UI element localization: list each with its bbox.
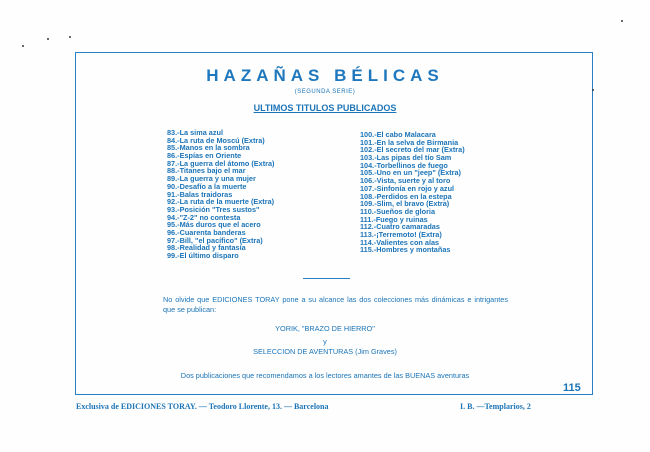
list-item: 101.-En la selva de Birmania [360, 137, 459, 147]
list-item: 84.-La ruta de Moscú (Extra) [167, 135, 265, 145]
list-item: 96.-Cuarenta banderas [167, 227, 246, 237]
list-item: 103.-Las pipas del tío Sam [360, 153, 452, 163]
print-speck [621, 20, 623, 22]
list-item: 99.-El último disparo [167, 251, 239, 260]
recommendation-line: Dos publicaciones que recomendamos a los lectores amantes de las BUENAS aventuras [180, 371, 470, 380]
footer-publisher: Exclusiva de EDICIONES TORAY. — Teodoro Llorente, 13. — Barcelona [76, 402, 329, 411]
list-item: 111.-Fuego y ruinas [360, 214, 428, 224]
collection-seleccion: SELECCION DE AVENTURAS (Jim Graves) [253, 347, 397, 356]
list-item: 97.-Bill, "el pacífico" (Extra) [167, 235, 263, 245]
list-item: 87.-La guerra del átomo (Extra) [167, 158, 275, 168]
list-item: 108.-Perdidos en la estepa [360, 191, 452, 201]
divider-rule [303, 278, 350, 279]
list-item: 94.-"Z-2" no contesta [167, 212, 241, 222]
list-item: 98.-Realidad y fantasía [167, 243, 246, 253]
list-item: 88.-Titanes bajo el mar [167, 166, 246, 176]
list-item: 83.-La sima azul [167, 128, 223, 137]
titles-list-left [167, 129, 274, 260]
collection-yorik: YORIK, "BRAZO DE HIERRO" [275, 324, 375, 333]
list-item: 93.-Posición "Tres sustos" [167, 204, 260, 214]
titles-list-right [360, 131, 465, 254]
page-number: 115 [563, 382, 581, 394]
series-title: HAZAÑAS BÉLICAS [206, 66, 444, 85]
footer-printer: I. B. —Templarios, 2 [460, 402, 531, 411]
list-item: 115.-Hombres y montañas [360, 245, 451, 255]
print-speck [47, 38, 49, 40]
list-item: 89.-La guerra y una mujer [167, 174, 256, 184]
list-item: 100.-El cabo Malacara [360, 130, 436, 139]
list-item: 106.-Vista, suerte y al toro [360, 176, 451, 186]
list-heading-text: ULTIMOS TITULOS PUBLICADOS [253, 103, 397, 113]
list-item: 92.-La ruta de la muerte (Extra) [167, 197, 275, 207]
series-subtitle: (SEGUNDA SERIE) [294, 89, 356, 95]
list-item: 90.-Desafío a la muerte [167, 181, 247, 191]
collection-conjunction: y [323, 337, 327, 346]
list-item: 109.-Slim, el bravo (Extra) [360, 199, 450, 209]
print-speck [22, 45, 24, 47]
list-item: 85.-Manos en la sombra [167, 143, 250, 153]
list-item: 91.-Balas traidoras [167, 189, 233, 199]
list-item: 95.-Más duros que el acero [167, 220, 261, 230]
list-item: 112.-Cuatro camaradas [360, 222, 440, 232]
list-item: 110.-Sueños de gloria [360, 206, 436, 216]
list-item: 86.-Espías en Oriente [167, 151, 242, 161]
notice-paragraph: No olvide que EDICIONES TORAY pone a su alcance las dos colecciones más dinámicas e intrigantes que se publican: [163, 295, 508, 314]
list-item: 102.-El secreto del mar (Extra) [360, 145, 465, 155]
list-heading [0, 103, 650, 113]
print-speck [69, 36, 71, 38]
list-item: 105.-Uno en un "jeep" (Extra) [360, 168, 461, 178]
list-item: 113.-¡Terremoto! (Extra) [360, 229, 442, 239]
print-speck [592, 89, 594, 91]
list-item: 107.-Sinfonía en rojo y azul [360, 183, 455, 193]
list-item: 114.-Valientes con alas [360, 237, 440, 247]
list-item: 104.-Torbellinos de fuego [360, 160, 448, 170]
